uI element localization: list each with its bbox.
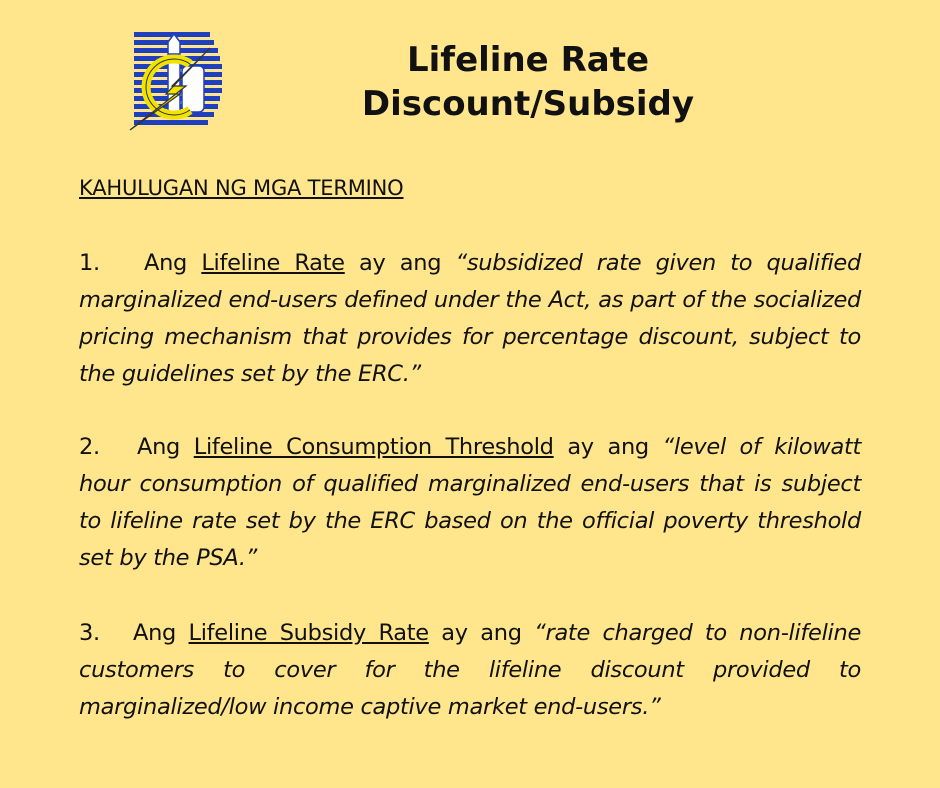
item-number: 2. xyxy=(79,434,100,460)
item-connector: ay ang xyxy=(441,620,522,646)
page-title xyxy=(300,38,756,126)
definition-item-lifeline-subsidy-rate xyxy=(79,615,861,726)
definition-item-lifeline-consumption-threshold xyxy=(79,429,861,577)
item-connector: ay ang xyxy=(567,434,649,460)
item-term: Lifeline Consumption Threshold xyxy=(193,434,554,460)
title-line-2: Discount/Subsidy xyxy=(361,84,695,124)
definition-item-lifeline-rate xyxy=(79,245,861,393)
item-term: Lifeline Subsidy Rate xyxy=(188,620,429,646)
title-line-1: Lifeline Rate xyxy=(406,40,650,80)
section-heading: KAHULUGAN NG MGA TERMINO xyxy=(79,176,404,200)
item-definition: “level of kilowatt hour consumption of qualified marginalized end-users that is subject to lifeline rate set by the ERC based on the official poverty threshold set by the PSA.” xyxy=(79,434,862,571)
item-prefix: Ang xyxy=(144,250,188,276)
item-definition: “rate charged to non-lifeline customers to cover for the lifeline discount provided to marginalized/low income captive market end-users.” xyxy=(79,620,861,720)
item-prefix: Ang xyxy=(137,434,181,460)
erc-seal-lightning-logo-icon xyxy=(128,30,224,132)
item-term: Lifeline Rate xyxy=(201,250,345,276)
erc-logo xyxy=(128,30,224,132)
item-prefix: Ang xyxy=(133,620,177,646)
item-number: 3. xyxy=(79,620,100,646)
item-number: 1. xyxy=(79,250,100,276)
item-definition: “subsidized rate given to qualified marginalized end-users defined under the Act, as part of the socialized pricing mechanism that provides for percentage discount, subject to the guidelines set by the ERC.” xyxy=(79,250,861,387)
item-connector: ay ang xyxy=(359,250,442,276)
